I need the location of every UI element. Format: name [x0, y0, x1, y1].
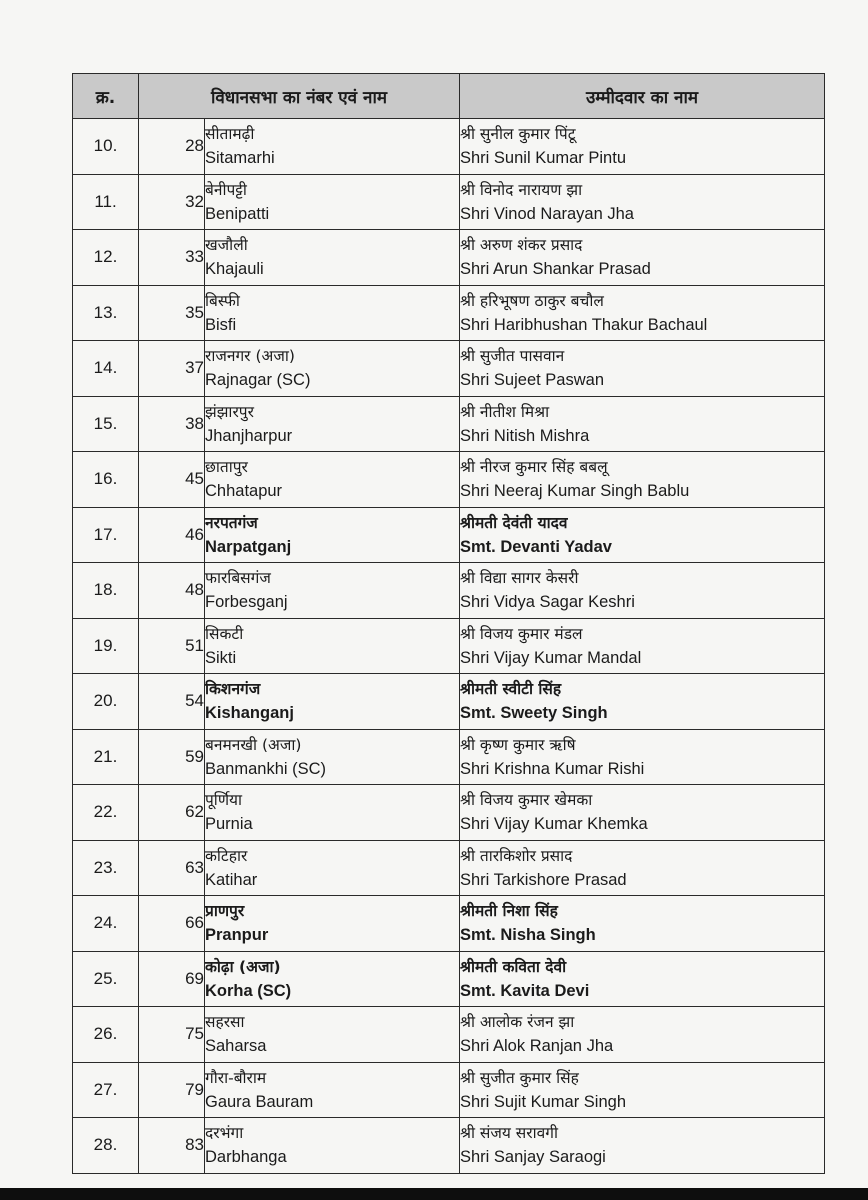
table-header [73, 74, 825, 119]
constituency-name-english: Jhanjharpur [205, 426, 293, 445]
constituency-number: 33 [139, 230, 205, 286]
serial-number: 21. [73, 729, 139, 785]
candidate-name-hindi: श्री सुजीत पासवान [460, 347, 565, 365]
constituency-name-hindi: खजौली [205, 236, 248, 254]
candidate-name-hindi: श्री नीतीश मिश्रा [460, 402, 550, 421]
constituency-name-english: Darbhanga [205, 1148, 287, 1166]
candidate-name-hindi: श्री विजय कुमार मंडल [460, 624, 583, 643]
candidate-name-hindi: श्री सुजीत कुमार सिंह [460, 1068, 579, 1087]
candidate-name-english: Shri Krishna Kumar Rishi [460, 759, 645, 778]
constituency-name-hindi: पूर्णिया [205, 791, 243, 809]
serial-number: 16. [73, 452, 139, 508]
serial-number: 13. [73, 285, 139, 341]
constituency-name-english: Katihar [205, 870, 258, 889]
serial-number: 11. [73, 174, 139, 230]
candidate-name-english: Smt. Kavita Devi [460, 981, 590, 1000]
candidate-name-english: Shri Sujit Kumar Singh [460, 1092, 626, 1111]
candidate-name [460, 396, 825, 452]
constituency-name [205, 174, 460, 230]
serial-number: 20. [73, 674, 139, 730]
candidate-name-english: Shri Sanjay Saraogi [460, 1148, 606, 1166]
constituency-number: 62 [139, 785, 205, 841]
table-row [73, 1062, 825, 1118]
table-row [73, 174, 825, 230]
candidate-name-hindi: श्री तारकिशोर प्रसाद [460, 846, 573, 865]
candidate-name [460, 785, 825, 841]
constituency-name-hindi: सिकटी [205, 624, 244, 643]
candidate-name [460, 840, 825, 896]
constituency-name-hindi: बेनीपट्टी [205, 180, 247, 199]
candidate-name-english: Shri Tarkishore Prasad [460, 870, 627, 889]
constituency-name-hindi: फारबिसगंज [205, 569, 271, 587]
constituency-name [205, 452, 460, 508]
header-candidate: उम्मीदवार का नाम [460, 74, 825, 119]
constituency-number: 59 [139, 729, 205, 785]
constituency-number: 69 [139, 951, 205, 1007]
constituency-name-english: Gaura Bauram [205, 1092, 314, 1111]
constituency-name-hindi: बनमनखी (अजा) [205, 735, 302, 754]
candidate-name [460, 1007, 825, 1063]
candidate-name [460, 674, 825, 730]
table-row [73, 785, 825, 841]
table-row [73, 396, 825, 452]
candidate-name-hindi: श्री आलोक रंजन झा [460, 1013, 575, 1031]
constituency-number: 79 [139, 1062, 205, 1118]
constituency-number: 37 [139, 341, 205, 397]
constituency-name-hindi: नरपतगंज [205, 513, 258, 532]
constituency-number: 45 [139, 452, 205, 508]
constituency-name [205, 1062, 460, 1118]
candidate-name-hindi: श्रीमती स्वीटी सिंह [460, 680, 562, 698]
constituency-name [205, 785, 460, 841]
candidate-name-english: Shri Vijay Kumar Mandal [460, 648, 642, 667]
constituency-name [205, 1118, 460, 1174]
candidate-name-english: Shri Nitish Mishra [460, 426, 590, 445]
table-row [73, 285, 825, 341]
serial-number: 14. [73, 341, 139, 397]
candidate-name [460, 341, 825, 397]
constituency-name-hindi: सहरसा [205, 1013, 245, 1031]
constituency-name-hindi: कोढ़ा (अजा) [205, 957, 281, 976]
constituency-name-hindi: झंझारपुर [205, 402, 254, 421]
table-row [73, 452, 825, 508]
constituency-name-hindi: प्राणपुर [205, 902, 245, 920]
constituency-name-english: Pranpur [205, 926, 269, 944]
table-row [73, 618, 825, 674]
candidate-name-english: Shri Sunil Kumar Pintu [460, 149, 626, 167]
constituency-name-english: Narpatganj [205, 537, 292, 556]
constituency-name [205, 896, 460, 952]
table-row [73, 840, 825, 896]
candidate-name [460, 618, 825, 674]
constituency-name-english: Sikti [205, 648, 237, 667]
table-row [73, 951, 825, 1007]
candidate-name-hindi: श्री विद्या सागर केसरी [460, 569, 579, 587]
constituency-name-hindi: छातापुर [205, 458, 248, 476]
candidate-name-english: Smt. Devanti Yadav [460, 537, 612, 556]
candidate-name-hindi: श्री हरिभूषण ठाकुर बचौल [460, 291, 604, 310]
constituency-name [205, 840, 460, 896]
constituency-name [205, 618, 460, 674]
candidate-name [460, 452, 825, 508]
constituency-number: 66 [139, 896, 205, 952]
candidate-name-english: Shri Alok Ranjan Jha [460, 1037, 614, 1055]
constituency-number: 46 [139, 507, 205, 563]
candidate-name-hindi: श्रीमती निशा सिंह [460, 902, 558, 920]
constituency-number: 51 [139, 618, 205, 674]
constituency-name-english: Rajnagar (SC) [205, 371, 311, 389]
candidate-name [460, 1062, 825, 1118]
serial-number: 25. [73, 951, 139, 1007]
constituency-name [205, 674, 460, 730]
bottom-edge [0, 1188, 868, 1200]
candidate-name [460, 563, 825, 619]
candidate-name-english: Smt. Sweety Singh [460, 704, 608, 722]
constituency-name [205, 507, 460, 563]
candidate-name-hindi: श्रीमती कविता देवी [460, 957, 567, 976]
constituency-name-english: Banmankhi (SC) [205, 759, 327, 778]
candidate-name-english: Shri Sujeet Paswan [460, 371, 604, 389]
serial-number: 17. [73, 507, 139, 563]
constituency-name-english: Chhatapur [205, 482, 283, 500]
candidate-name-hindi: श्रीमती देवंती यादव [460, 513, 568, 532]
candidate-name-english: Shri Arun Shankar Prasad [460, 260, 651, 278]
serial-number: 22. [73, 785, 139, 841]
constituency-number: 38 [139, 396, 205, 452]
constituency-number: 32 [139, 174, 205, 230]
candidate-name-hindi: श्री कृष्ण कुमार ऋषि [460, 735, 576, 754]
candidate-name [460, 729, 825, 785]
serial-number: 28. [73, 1118, 139, 1174]
header-serial: क्र. [73, 74, 139, 119]
constituency-name-english: Benipatti [205, 204, 270, 223]
constituency-number: 48 [139, 563, 205, 619]
candidate-name-hindi: श्री संजय सरावगी [460, 1124, 559, 1142]
constituency-name [205, 230, 460, 286]
serial-number: 23. [73, 840, 139, 896]
constituency-number: 54 [139, 674, 205, 730]
candidate-name-hindi: श्री अरुण शंकर प्रसाद [460, 236, 583, 254]
constituency-name-hindi: किशनगंज [205, 680, 261, 698]
constituency-number: 83 [139, 1118, 205, 1174]
candidate-name-english: Shri Vinod Narayan Jha [460, 204, 634, 223]
table-row [73, 1118, 825, 1174]
candidate-table [72, 73, 825, 1174]
constituency-name-hindi: सीतामढ़ी [205, 125, 255, 143]
candidate-name-english: Shri Haribhushan Thakur Bachaul [460, 315, 708, 334]
table-row [73, 119, 825, 175]
constituency-name [205, 119, 460, 175]
constituency-name [205, 729, 460, 785]
table-body [73, 119, 825, 1174]
candidate-name-hindi: श्री विजय कुमार खेमका [460, 791, 593, 809]
constituency-number: 63 [139, 840, 205, 896]
candidate-name-hindi: श्री नीरज कुमार सिंह बबलू [460, 458, 608, 476]
candidate-name-english: Smt. Nisha Singh [460, 926, 596, 944]
candidate-name [460, 507, 825, 563]
constituency-name-english: Kishanganj [205, 704, 294, 722]
candidate-name [460, 230, 825, 286]
serial-number: 24. [73, 896, 139, 952]
constituency-name-english: Korha (SC) [205, 981, 292, 1000]
constituency-name-hindi: गौरा-बौराम [205, 1068, 267, 1087]
constituency-name-english: Sitamarhi [205, 149, 275, 167]
table-row [73, 507, 825, 563]
candidate-name-hindi: श्री विनोद नारायण झा [460, 180, 583, 199]
constituency-number: 35 [139, 285, 205, 341]
serial-number: 18. [73, 563, 139, 619]
constituency-name [205, 563, 460, 619]
constituency-number: 75 [139, 1007, 205, 1063]
candidate-name [460, 1118, 825, 1174]
constituency-name-hindi: बिस्फी [205, 291, 240, 310]
candidate-name [460, 896, 825, 952]
constituency-name-english: Forbesganj [205, 593, 288, 611]
constituency-name-hindi: राजनगर (अजा) [205, 347, 295, 365]
constituency-name-english: Purnia [205, 815, 253, 833]
table-row [73, 563, 825, 619]
candidate-name [460, 951, 825, 1007]
constituency-name-english: Bisfi [205, 315, 237, 334]
serial-number: 27. [73, 1062, 139, 1118]
constituency-name [205, 396, 460, 452]
candidate-name-english: Shri Vidya Sagar Keshri [460, 593, 635, 611]
table-row [73, 896, 825, 952]
constituency-number: 28 [139, 119, 205, 175]
candidate-name-hindi: श्री सुनील कुमार पिंटू [460, 125, 576, 143]
table-row [73, 341, 825, 397]
candidate-name-english: Shri Neeraj Kumar Singh Bablu [460, 482, 690, 500]
table-row [73, 729, 825, 785]
constituency-name [205, 341, 460, 397]
serial-number: 19. [73, 618, 139, 674]
candidate-name [460, 285, 825, 341]
serial-number: 12. [73, 230, 139, 286]
candidate-name-english: Shri Vijay Kumar Khemka [460, 815, 648, 833]
table-row [73, 230, 825, 286]
candidate-name [460, 174, 825, 230]
constituency-name-hindi: दरभंगा [205, 1124, 244, 1142]
constituency-name-hindi: कटिहार [205, 846, 248, 865]
constituency-name [205, 285, 460, 341]
candidate-name [460, 119, 825, 175]
serial-number: 10. [73, 119, 139, 175]
header-constituency: विधानसभा का नंबर एवं नाम [139, 74, 460, 119]
constituency-name-english: Khajauli [205, 260, 264, 278]
serial-number: 15. [73, 396, 139, 452]
table-row [73, 674, 825, 730]
constituency-name [205, 1007, 460, 1063]
constituency-name [205, 951, 460, 1007]
table-row [73, 1007, 825, 1063]
constituency-name-english: Saharsa [205, 1037, 267, 1055]
serial-number: 26. [73, 1007, 139, 1063]
